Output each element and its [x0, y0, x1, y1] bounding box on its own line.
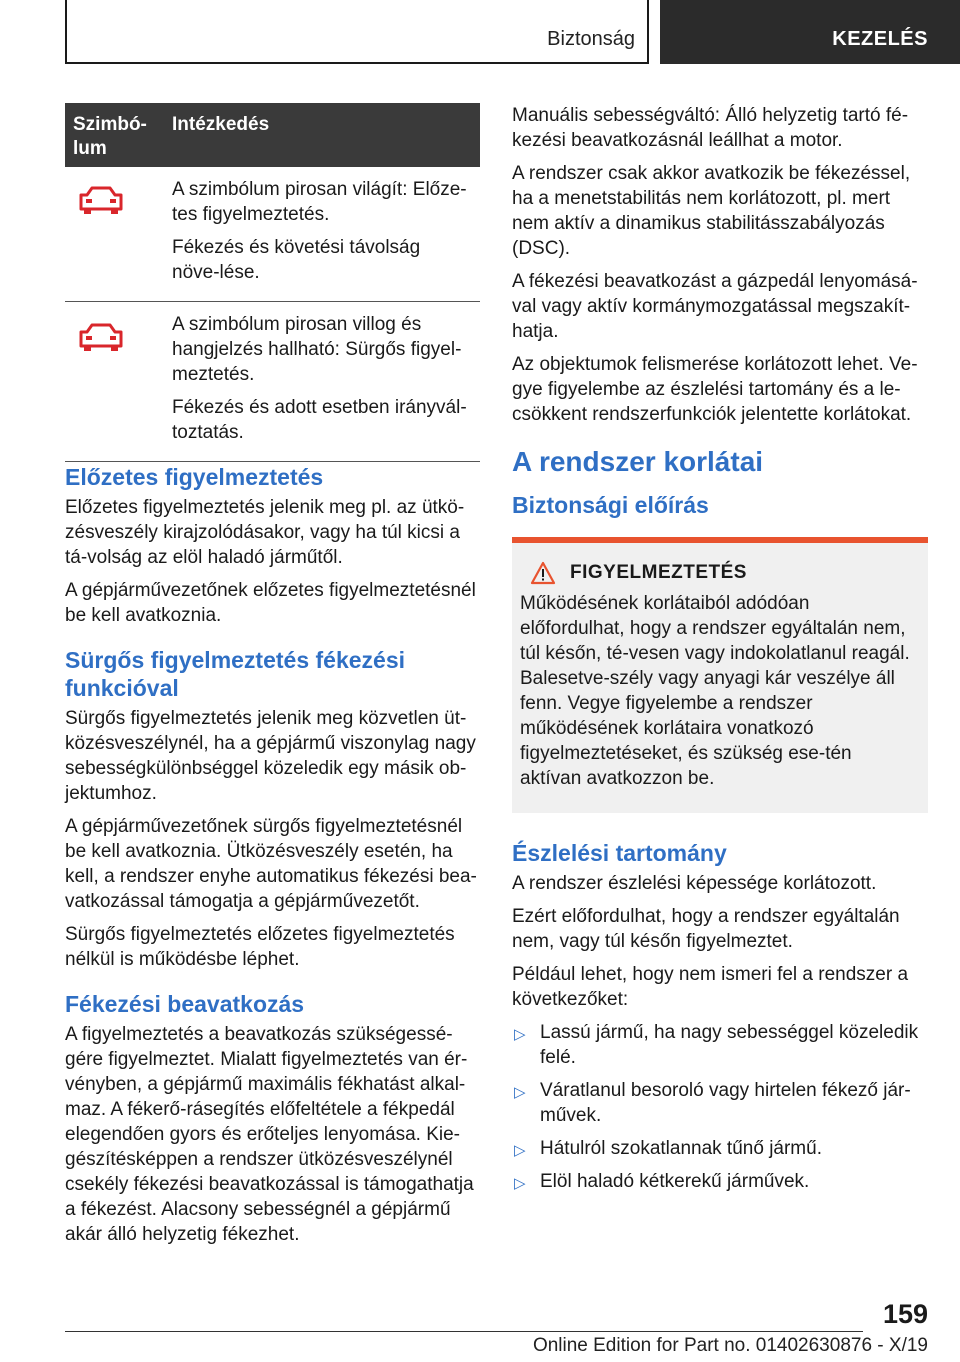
paragraph: Előzetes figyelmeztetés jelenik meg pl. az ütkö-zésveszély kirajzolódásakor, vagy ha túl kicsi a tá-volság az elöl haladó járműtől. [65, 497, 465, 568]
paragraph: Például lehet, hogy nem ismeri fel a rendszer a következőket: [512, 964, 909, 1010]
bullet-triangle-icon: ▷ [514, 1142, 526, 1159]
car-warning-icon [77, 322, 125, 352]
table-cell-text: Fékezés és követési távolság növe-lése. [172, 237, 421, 283]
heading-braking: Fékezési beavatkozás [65, 991, 305, 1017]
header-left-rule [65, 0, 67, 64]
paragraph: Sürgős figyelmeztetés előzetes figyelmeztetés nélkül is működésbe léphet. [65, 924, 455, 970]
limitations-list [512, 1020, 928, 1194]
paragraph: A rendszer észlelési képessége korlátozott. [512, 873, 877, 894]
table-header [65, 103, 480, 167]
warning-title: FIGYELMEZTETÉS [570, 562, 747, 583]
list-item [512, 1169, 928, 1194]
paragraph: A figyelmeztetés a beavatkozás szükségessé-gére figyelmeztet. Mialatt figyelmeztetés van ér-vényben, a gépjármű maximális fékhatást alkal-maz. A fékerő-rásegítés előfeltétele a fékpedál elegendően gyors és erőteljes lenyomása. Kie-gészítésképpen a rendszer ütközésveszélynél csekély fékezési beavatkozással is támogathatja a fékezést. Alacsony sebességnél a gépjármű akár álló helyzetig fékezhet. [65, 1024, 474, 1245]
table-row [65, 302, 480, 462]
list-item [512, 1136, 928, 1161]
table-row [65, 167, 480, 302]
symbol-table [65, 103, 480, 462]
warning-box [512, 543, 928, 813]
car-warning-icon [77, 185, 125, 215]
paragraph: Ezért előfordulhat, hogy a rendszer egyáltalán nem, vagy túl későn figyelmeztet. [512, 906, 900, 952]
paragraph: A gépjárművezetőnek sürgős figyelmeztetésnél be kell avatkoznia. Ütközésveszély esetén, ha kell, a rendszer enyhe automatikus fékezési bea-vatkozással támogatja a gépjárművezetőt. [65, 816, 477, 912]
list-item [512, 1020, 928, 1070]
heading-urgent-warning: Sürgős figyelmeztetés fékezési funkcióval [65, 647, 406, 701]
list-item-text: Lassú jármű, ha nagy sebességgel közeledik felé. [540, 1022, 919, 1068]
paragraph: Manuális sebességváltó: Álló helyzetig tartó fé-kezési beavatkozásnál leállhat a motor. [512, 105, 909, 151]
heading-pre-warning: Előzetes figyelmeztetés [65, 464, 324, 490]
paragraph: A gépjárművezetőnek előzetes figyelmeztetésnél be kell avatkoznia. [65, 580, 476, 626]
table-header-symbol: Szimbó-lum [73, 114, 147, 159]
bullet-triangle-icon: ▷ [514, 1084, 526, 1101]
warning-text: Működésének korlátaiból adódóan előfordulhat, hogy a rendszer egyáltalán nem, túl későn, té-vesen vagy indokolatlanul reagál. Balesetve-szély vagy anyagi kár veszélye áll fenn. Vegye figyelembe a rendszer működésének korlátaira vonatkozó figyelmeztetéseket, és szükség ese-tén aktívan avatkozzon be. [520, 593, 910, 789]
right-column [512, 103, 928, 1202]
heading-safety: Biztonsági előírás [512, 492, 709, 518]
heading-detection-range: Észlelési tartomány [512, 840, 727, 866]
chapter-tab-label: KEZELÉS [832, 28, 928, 50]
footer-rule [65, 1331, 863, 1332]
warning-triangle-icon [530, 561, 556, 585]
paragraph: Sürgős figyelmeztetés jelenik meg közvetlen üt-közésveszélynél, ha a gépjármű viszonylag nagy sebességkülönbséggel közeledik egy másik ob-jektumhoz. [65, 708, 476, 804]
heading-system-limits: A rendszer korlátai [512, 446, 764, 477]
table-header-action: Intézkedés [172, 114, 270, 135]
header-bottom-rule [65, 62, 649, 64]
page-number: 159 [882, 1299, 928, 1329]
left-column [65, 463, 480, 1255]
paragraph: A fékezési beavatkozást a gázpedál lenyomásá-val vagy aktív kormánymozgatással megszakít-hatja. [512, 271, 918, 342]
table-cell-text: A szimbólum pirosan villog és hangjelzés hallható: Sürgős figyel-meztetés. [172, 314, 462, 385]
table-cell-text: A szimbólum pirosan világít: Előze-tes figyelmeztetés. [172, 179, 467, 225]
bullet-triangle-icon: ▷ [514, 1026, 526, 1043]
header-separator [647, 0, 649, 64]
paragraph: A rendszer csak akkor avatkozik be fékezéssel, ha a menetstabilitás nem korlátozott, pl. mert nem aktív a dinamikus stabilitásszabályozás (DSC). [512, 163, 911, 259]
paragraph: Az objektumok felismerése korlátozott lehet. Ve-gye figyelembe az észlelési tartomány és a le-csökkent rendszerfunkciók jelentette korlátokat. [512, 354, 918, 425]
list-item-text: Váratlanul besoroló vagy hirtelen fékező jár-művek. [540, 1080, 911, 1126]
list-item [512, 1078, 928, 1128]
table-cell-text: Fékezés és adott esetben irányvál-toztatás. [172, 397, 467, 443]
bullet-triangle-icon: ▷ [514, 1175, 526, 1192]
list-item-text: Elöl haladó kétkerekű járművek. [540, 1171, 810, 1192]
section-title: Biztonság [547, 28, 635, 50]
list-item-text: Hátulról szokatlannak tűnő jármű. [540, 1138, 822, 1159]
footer-edition: Online Edition for Part no. 01402630876 - X/19 [532, 1335, 928, 1356]
